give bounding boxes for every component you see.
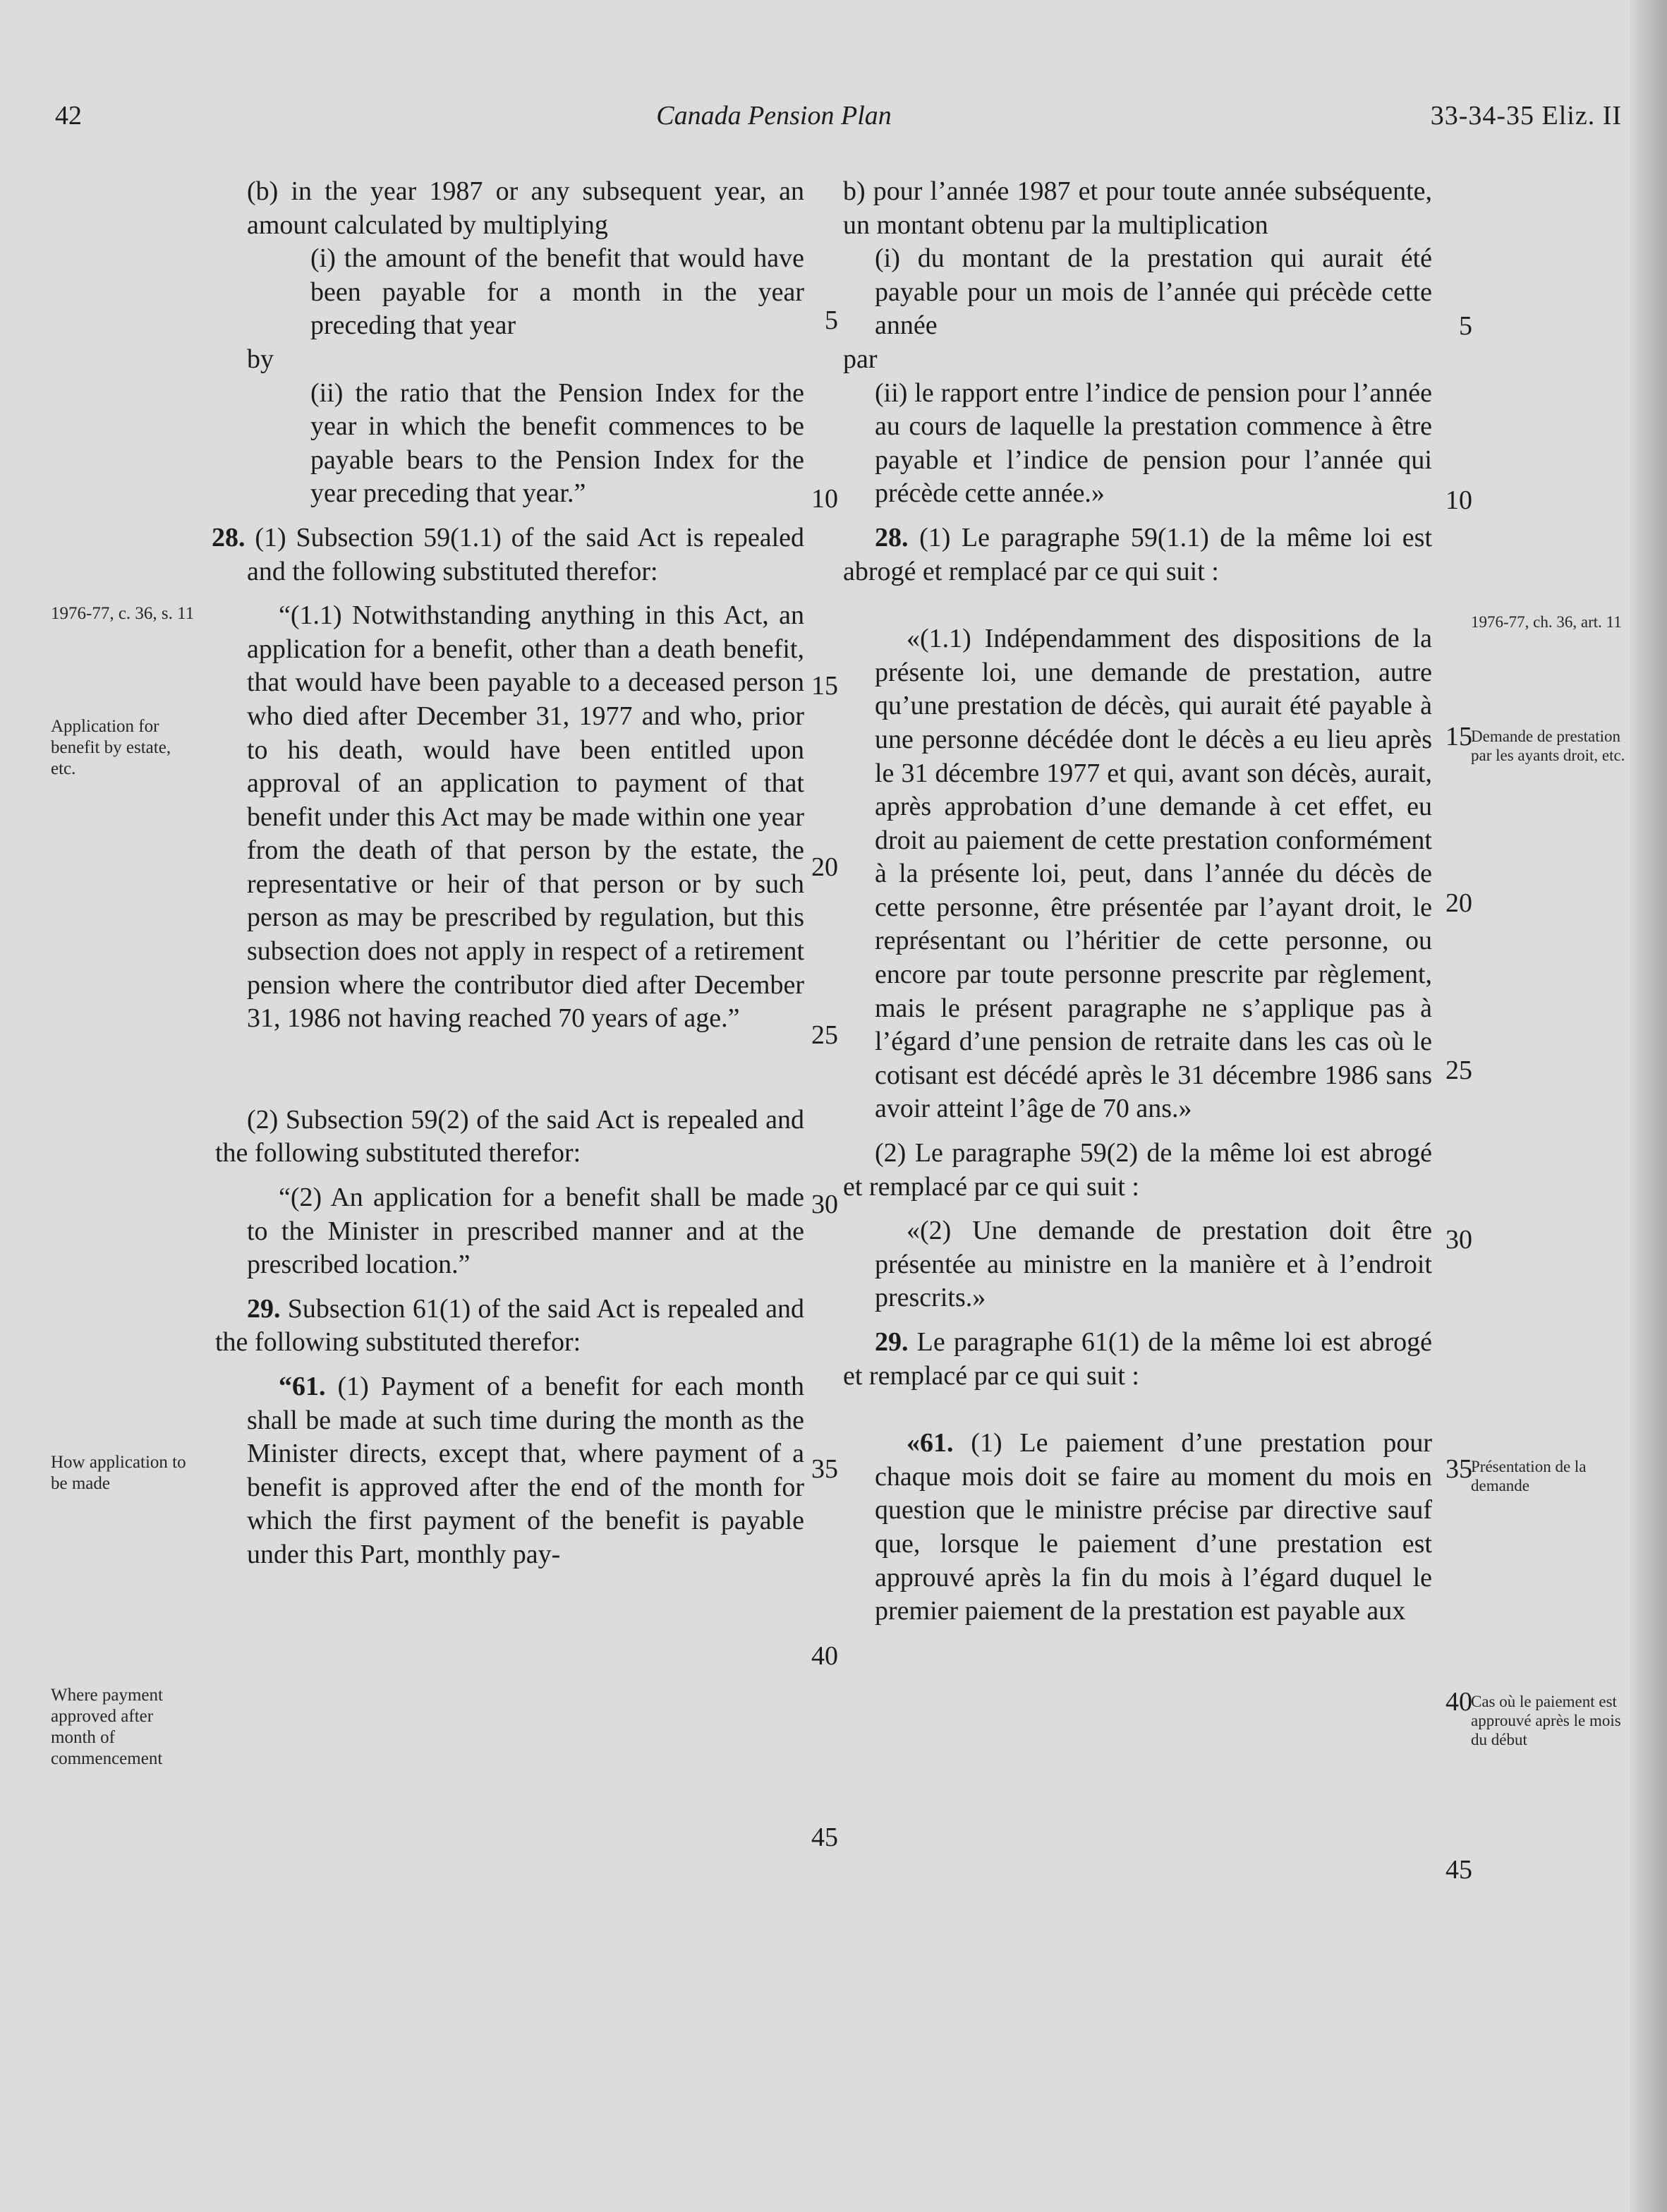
- margin-note-en-citation: 1976-77, c. 36, s. 11: [51, 604, 195, 623]
- line-number-fr-15: 15: [1445, 722, 1472, 751]
- en-section-29-label: 29.: [247, 1293, 281, 1324]
- margin-note-en-how-application-made: How application to be made: [51, 1453, 186, 1493]
- margin-note-en-where-payment-approved: Where payment approved after month of commencement: [51, 1686, 163, 1768]
- line-number-fr-10: 10: [1445, 485, 1472, 515]
- margin-note-fr-cas-paiement: Cas où le paiement est approuvé après le mois du début: [1471, 1693, 1621, 1748]
- en-section-29-text: Subsection 61(1) of the said Act is repealed and the following substituted therefor:: [215, 1293, 804, 1358]
- fr-section-29: [843, 1326, 1432, 1393]
- fr-section-61-text: (1) Le paiement d’une prestation pour chaque mois doit se faire au moment du mois en question que le ministre précise par directive sauf que, lorsque le paiement d’une prestation est approuvé après la fin du mois à l’égard duquel le premier paiement de la prestation est payable aux: [875, 1428, 1432, 1626]
- fr-paragraph-b: b) pour l’année 1987 et pour toute année subséquente, un montant obtenu par la multiplication: [843, 176, 1432, 240]
- en-subparagraph-ii: (ii) the ratio that the Pension Index for the year in which the benefit commences to be payable bears to the Pension Index for the year preceding that year.”: [310, 377, 804, 509]
- en-section-61-label: “61.: [279, 1372, 326, 1401]
- line-number-en-10: 10: [811, 484, 838, 514]
- en-by-word: by: [247, 344, 274, 374]
- french-column: [843, 175, 1432, 1628]
- line-number-fr-20: 20: [1445, 888, 1472, 918]
- en-subsection-1-1-quote: “(1.1) Notwithstanding anything in this Act, an application for a benefit, other than a death benefit, that would have been payable to a deceased person who died after December 31, 1977 and who, prior to his death, would have been entitled upon approval of an application to payment of that benefit under this Act may be made within one year from the death of that person by the estate, the representative or heir of that person or by such person as may be prescribed by regulation, but this subsection does not apply in respect of a retirement pension where the contributor died after December 31, 1986 not having reached 70 years of age.”: [247, 600, 804, 1034]
- page-number: 42: [55, 101, 82, 131]
- en-section-28-1: [212, 521, 804, 588]
- line-number-fr-30: 30: [1445, 1225, 1472, 1255]
- en-paragraph-b: (b) in the year 1987 or any subsequent year, an amount calculated by multiplying: [247, 176, 804, 240]
- en-section-29: [215, 1293, 804, 1360]
- line-number-fr-45: 45: [1445, 1855, 1472, 1885]
- line-number-en-30: 30: [811, 1190, 838, 1219]
- running-title: Canada Pension Plan: [656, 101, 892, 131]
- line-number-en-25: 25: [811, 1020, 838, 1050]
- fr-subsection-2-quote: «(2) Une demande de prestation doit être présentée au ministre en la manière et à l’endroit prescrits.»: [875, 1216, 1432, 1313]
- fr-section-61-quote: [843, 1427, 1432, 1628]
- en-section-61-quote: [215, 1370, 804, 1572]
- fr-section-28-2: (2) Le paragraphe 59(2) de la même loi est abrogé et remplacé par ce qui suit :: [843, 1138, 1432, 1202]
- en-section-28-2: (2) Subsection 59(2) of the said Act is repealed and the following substituted therefor:: [215, 1104, 804, 1168]
- line-number-en-45: 45: [811, 1823, 838, 1852]
- line-number-en-35: 35: [811, 1454, 838, 1484]
- fr-subsection-1-1-quote: «(1.1) Indépendamment des dispositions de la présente loi, une demande de prestation, autre qu’une prestation de décès, qui aurait été payable à une personne décédée dont le décès a eu lieu après le 31 décembre 1977 et qui, avant son décès, aurait, après approbation d’une demande à cet effet, eu droit au paiement de cette prestation conformément à la présente loi, peut, dans l’année du décès de cette personne, être présentée par l’ayant droit, le représentant ou l’héritier de cette personne, ou encore par toute personne prescrite par règlement, mais le présent paragraphe ne s’applique pas à l’égard d’une pension de retraite dans les cas où le cotisant est décédé après le 31 décembre 1986 sans avoir atteint l’âge de 70 ans.»: [875, 624, 1432, 1124]
- line-number-fr-35: 35: [1445, 1454, 1472, 1484]
- page-spine-shadow: [1630, 0, 1667, 2212]
- regnal-year: 33-34-35 Eliz. II: [1430, 101, 1622, 131]
- line-number-fr-25: 25: [1445, 1056, 1472, 1085]
- fr-section-61-label: «61.: [907, 1428, 954, 1458]
- line-number-en-40: 40: [811, 1641, 838, 1671]
- margin-note-fr-presentation-demande: Présentation de la demande: [1471, 1458, 1587, 1494]
- fr-subparagraph-i: (i) du montant de la prestation qui aurait été payable pour un mois de l’année qui précède cette année: [875, 243, 1432, 341]
- en-section-28-text: (1) Subsection 59(1.1) of the said Act is repealed and the following substituted therefor:: [245, 522, 804, 586]
- fr-section-28-label: 28.: [875, 522, 909, 552]
- margin-note-fr-citation: 1976-77, ch. 36, art. 11: [1471, 613, 1622, 631]
- en-subsection-2-quote: “(2) An application for a benefit shall be made to the Minister in prescribed manner and at the prescribed location.”: [247, 1183, 804, 1280]
- line-number-fr-40: 40: [1445, 1687, 1472, 1717]
- fr-section-29-text: Le paragraphe 61(1) de la même loi est abrogé et remplacé par ce qui suit :: [843, 1327, 1432, 1391]
- line-number-en-20: 20: [811, 852, 838, 882]
- fr-section-29-label: 29.: [875, 1327, 909, 1357]
- en-section-61-text: (1) Payment of a benefit for each month shall be made at such time during the month as the Minister directs, except that, where payment of a benefit is approved after the end of the month for which the first payment of the benefit is payable under this Part, monthly pay-: [247, 1372, 804, 1569]
- en-subparagraph-i: (i) the amount of the benefit that would have been payable for a month in the year preceding that year: [310, 243, 804, 341]
- line-number-fr-5: 5: [1459, 311, 1472, 341]
- fr-par-word: par: [843, 344, 878, 374]
- english-column: [212, 175, 804, 1572]
- fr-section-28-1: [843, 521, 1432, 588]
- margin-note-en-application-by-estate: Application for benefit by estate, etc.: [51, 717, 171, 778]
- line-number-en-15: 15: [811, 671, 838, 701]
- en-section-28-label: 28.: [212, 522, 245, 552]
- margin-note-fr-demande-ayants-droit: Demande de prestation par les ayants droit, etc.: [1471, 727, 1625, 764]
- line-number-en-5: 5: [825, 306, 838, 335]
- fr-subparagraph-ii: (ii) le rapport entre l’indice de pension pour l’année au cours de laquelle la prestation commence à être payable et l’indice de pension pour l’année qui précède cette année.»: [875, 377, 1432, 509]
- fr-section-28-text: (1) Le paragraphe 59(1.1) de la même loi est abrogé et remplacé par ce qui suit :: [843, 522, 1432, 586]
